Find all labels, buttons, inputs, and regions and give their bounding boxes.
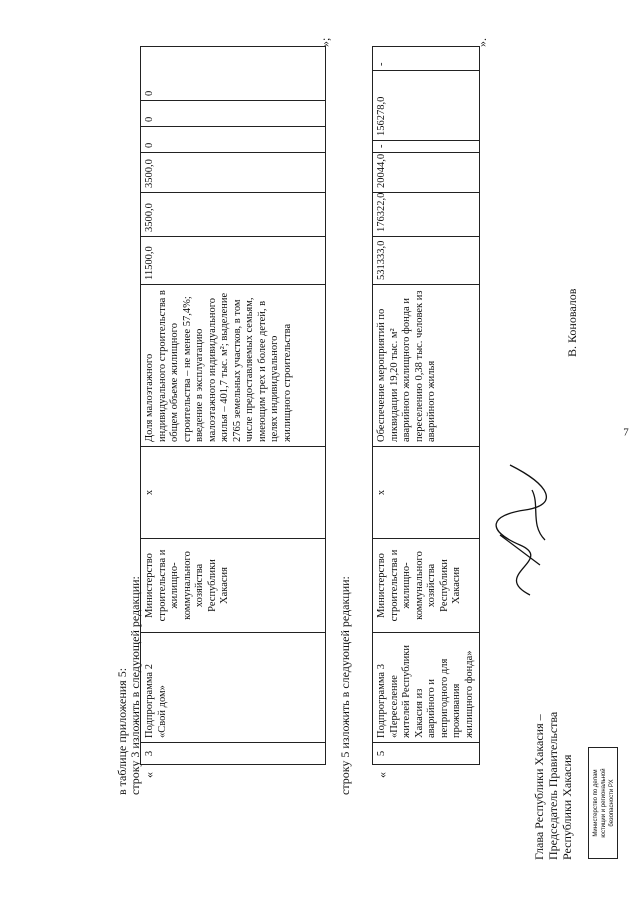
row5-value-1: 531333,0 bbox=[373, 237, 480, 285]
row5-value-2: 176322,0 bbox=[373, 193, 480, 237]
row3-value-5: 0 bbox=[141, 101, 326, 127]
registration-stamp bbox=[588, 747, 618, 859]
handwritten-signature bbox=[470, 455, 565, 605]
row3-indicator: Доля малоэтажного индивидуального строительства в общем объеме жилищного строительства – не менее 57,4%; введение в эксплуатацию малоэтажного индивидуального жилья – 401,7 тыс. м²; выделение 2765 земельных участков, в том числе предоставляемых семьям, имеющим трех и более детей, в целях индивидуального жилищного строительства bbox=[141, 285, 326, 447]
page-number: 7 bbox=[623, 426, 629, 439]
row3-value-4: 0 bbox=[141, 127, 326, 153]
row5-value-5: 156278,0 bbox=[373, 71, 480, 141]
row5-value-3: 20044,0 bbox=[373, 153, 480, 193]
row5-mark: х bbox=[373, 447, 480, 539]
row3-value-2: 3500,0 bbox=[141, 193, 326, 237]
signature-title-block bbox=[532, 712, 574, 860]
row3-responsible: Министерство строительства и жилищно-коммунального хозяйства Республики Хакасия bbox=[141, 539, 326, 633]
table-row-3 bbox=[140, 46, 326, 765]
signature-title-line-2: Председатель Правительства bbox=[546, 711, 560, 860]
row5-indicator: Обеспечение мероприятий по ликвидации 19,20 тыс. м² аварийного жилищного фонда и переселению 0,38 тыс. человек из аварийного жилья bbox=[373, 285, 480, 447]
row3-value-3: 3500,0 bbox=[141, 153, 326, 193]
row5-program: Подпрограмма 3 «Переселение жителей Республики Хакасия из аварийного и непригодного для проживания жилищного фонда» bbox=[373, 633, 480, 743]
signature-title-line-3: Республики Хакасия bbox=[560, 754, 574, 860]
close-quote-row5: ». bbox=[475, 38, 489, 47]
row5-value-6: - bbox=[373, 47, 480, 71]
intro-line-table: в таблице приложения 5: bbox=[115, 667, 129, 795]
table-row-5 bbox=[372, 46, 480, 765]
row5-number: 5 bbox=[373, 743, 480, 765]
intro-line-row3: строку 3 изложить в следующей редакции: bbox=[128, 576, 142, 795]
row3-value-1: 11500,0 bbox=[141, 237, 326, 285]
row3-value-6: 0 bbox=[141, 47, 326, 101]
intro-line-row5: строку 5 изложить в следующей редакции: bbox=[338, 576, 352, 795]
stamp-line-2: юстиции и региональной bbox=[601, 768, 607, 838]
signer-name: В. Коновалов bbox=[565, 288, 579, 357]
open-quote-row3: « bbox=[142, 772, 156, 778]
row3-mark: х bbox=[141, 447, 326, 539]
row3-program: Подпрограмма 2 «Свой дом» bbox=[141, 633, 326, 743]
close-quote-row3: »; bbox=[318, 37, 332, 47]
row3-number: 3 bbox=[141, 743, 326, 765]
stamp-line-3: безопасности РХ bbox=[609, 779, 615, 827]
open-quote-row5: « bbox=[375, 772, 389, 778]
stamp-line-1: Министерство по делам bbox=[593, 769, 599, 837]
signature-title-line-1: Глава Республики Хакасия – bbox=[532, 714, 546, 860]
row5-responsible: Министерство строительства и жилищно-коммунального хозяйства Республики Хакасия bbox=[373, 539, 480, 633]
row5-value-4: - bbox=[373, 141, 480, 153]
